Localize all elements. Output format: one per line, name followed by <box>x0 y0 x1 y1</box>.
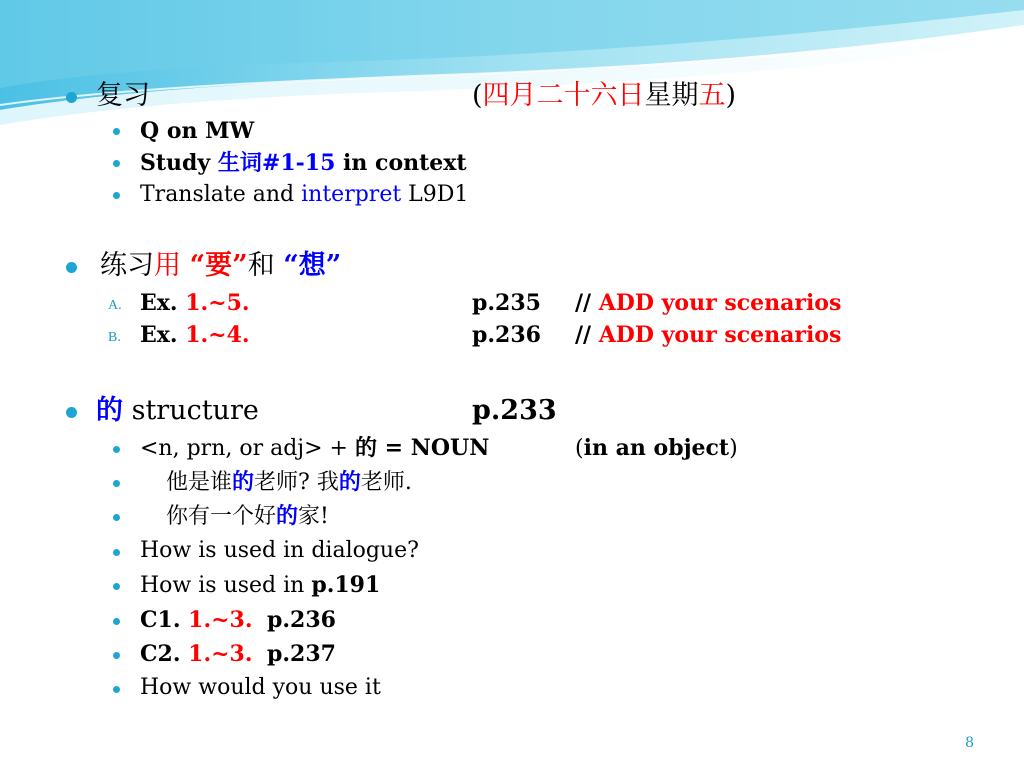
bullet-icon <box>113 192 120 199</box>
exercise-note: // ADD your scenarios <box>575 322 842 348</box>
exercise-page: p.235 <box>472 290 541 316</box>
exercise-note: // ADD your scenarios <box>575 290 842 316</box>
list-letter: B. <box>108 330 121 345</box>
bullet-icon <box>113 549 120 556</box>
list-item: <n, prn, or adj> + 的 = NOUN <box>140 435 490 461</box>
section1-date: (四月二十六日星期五) <box>472 80 737 111</box>
list-letter: A. <box>108 298 122 313</box>
list-item: C1. 1.~3. <box>140 607 253 633</box>
list-item: Q on MW <box>140 118 255 144</box>
exercise-row: Ex. 1.~5. <box>140 290 250 316</box>
bullet-icon <box>66 407 77 418</box>
bullet-icon <box>113 686 120 693</box>
section1-heading <box>96 82 150 109</box>
section3-page: p.233 <box>472 395 557 426</box>
section3-heading: 的 structure <box>96 395 259 426</box>
exercise-page: p.236 <box>472 322 541 348</box>
list-item: How is used in dialogue? <box>140 538 419 563</box>
bullet-icon <box>113 583 120 590</box>
page-number: 8 <box>965 735 974 751</box>
section1-title: 复习 <box>96 80 150 111</box>
list-item-page: p.236 <box>267 607 336 633</box>
bullet-icon <box>113 446 120 453</box>
formula-note: (in an object) <box>575 435 738 461</box>
list-item: 你有一个好的家! <box>166 503 329 529</box>
bullet-icon <box>113 514 120 521</box>
list-item: Translate and interpret L9D1 <box>140 182 469 207</box>
exercise-row: Ex. 1.~4. <box>140 322 250 348</box>
bullet-icon <box>113 128 120 135</box>
bullet-icon <box>66 262 77 273</box>
section2-heading: 练习用 “要”和 “想” <box>100 250 342 281</box>
bullet-icon <box>113 480 120 487</box>
bullet-icon <box>113 618 120 625</box>
list-item-page: p.237 <box>267 641 336 667</box>
list-item: How is used in p.191 <box>140 572 381 598</box>
bullet-icon <box>113 160 120 167</box>
bullet-icon <box>113 652 120 659</box>
list-item: 他是谁的老师? 我的老师. <box>166 469 412 495</box>
bullet-icon <box>66 92 77 103</box>
list-item: How would you use it <box>140 675 381 700</box>
list-item: Study 生词#1-15 in context <box>140 150 467 176</box>
list-item: C2. 1.~3. <box>140 641 253 667</box>
